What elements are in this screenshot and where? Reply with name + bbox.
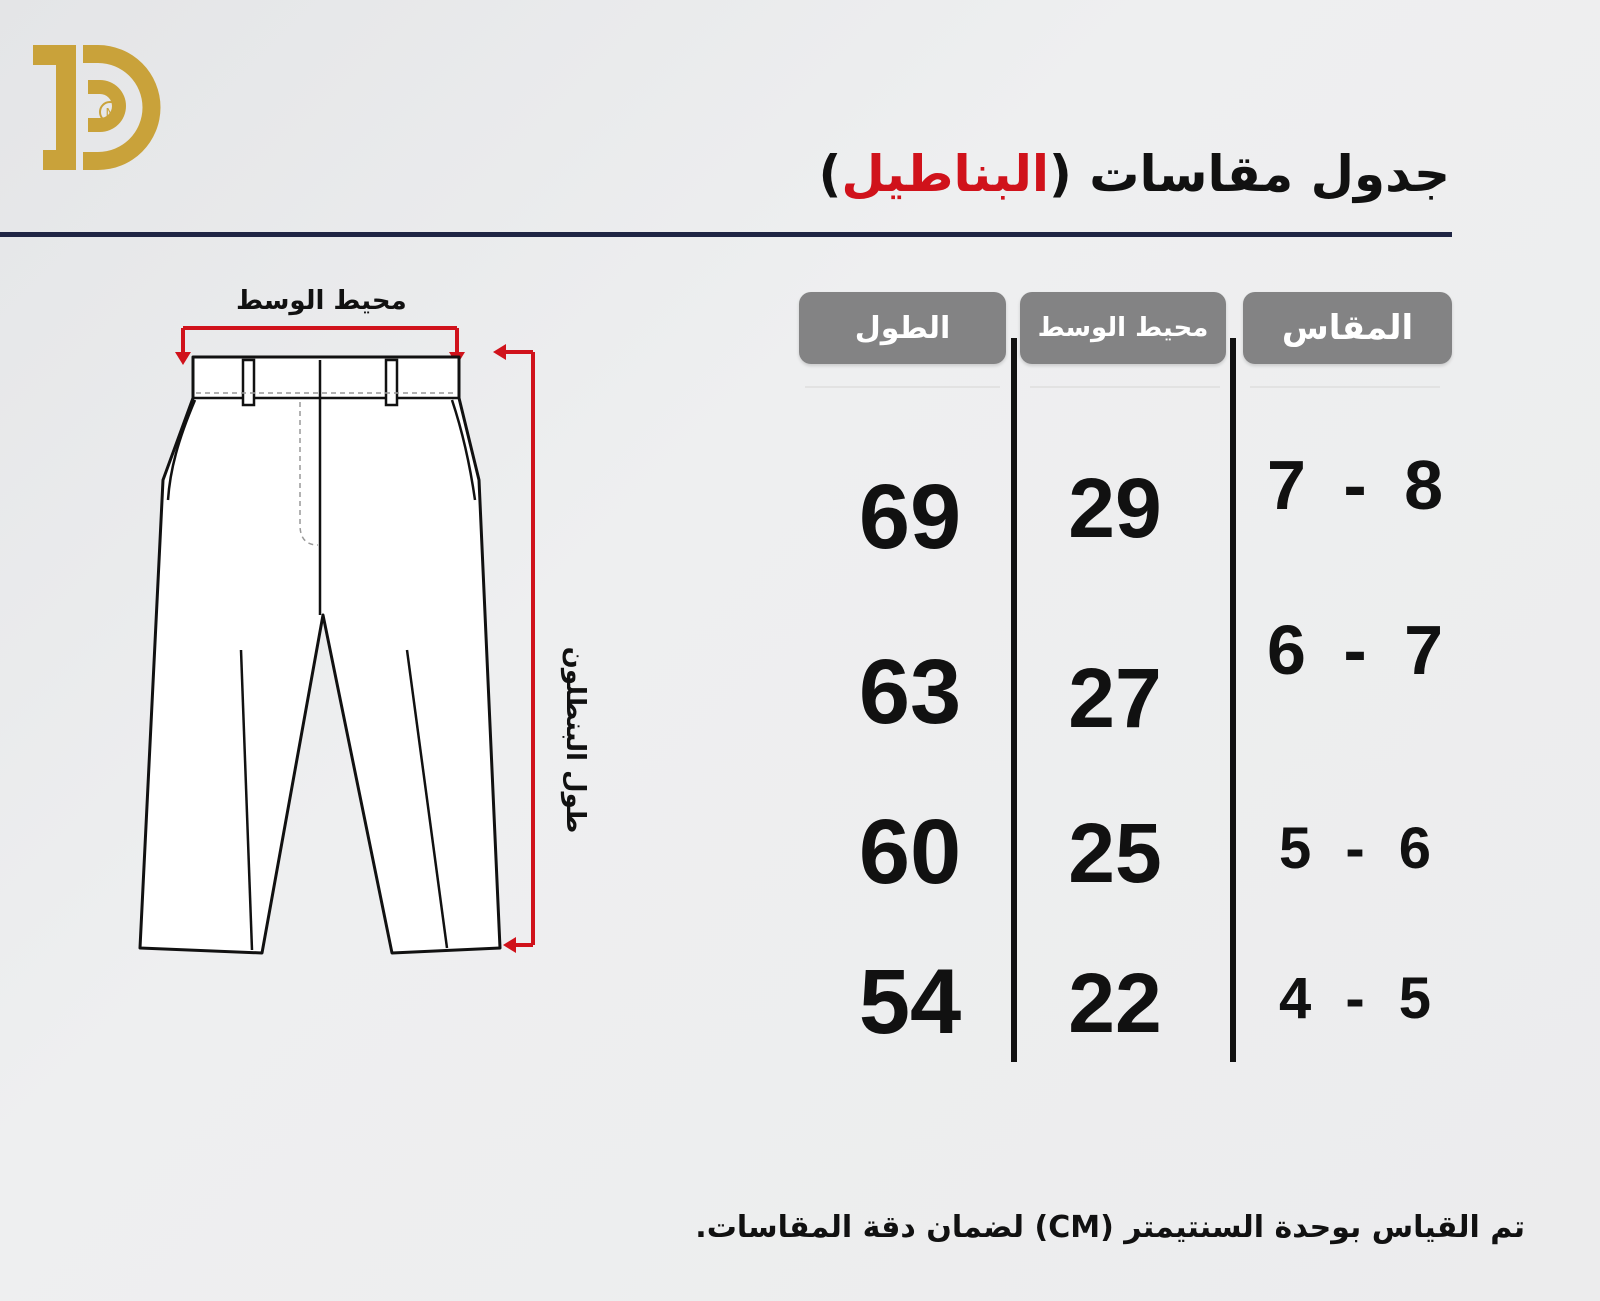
column-divider [1230,338,1236,1062]
header-size: المقاس [1243,292,1452,364]
title-main: جدول مقاسات [1089,145,1450,203]
svg-text:N: N [105,106,115,120]
length-label: طول البنطلون [560,646,590,834]
size-cell: 4 - 5 [1278,966,1432,1031]
waist-cell: 29 [1068,461,1162,555]
size-cell: 5 - 6 [1278,816,1432,881]
size-cell: 7 - 8 [1266,446,1444,524]
page-title [819,145,1451,203]
length-cell: 60 [858,801,962,903]
title-divider [0,232,1452,237]
waist-cell: 25 [1068,806,1162,900]
waist-cell: 27 [1068,651,1162,745]
header-length: الطول [799,292,1006,364]
length-cell: 54 [858,951,962,1053]
waist-cell: 22 [1068,956,1162,1050]
length-cell: 69 [858,466,962,568]
waist-label: محيط الوسط [236,286,407,316]
header-waist: محيط الوسط [1020,292,1226,364]
length-cell: 63 [858,641,962,743]
title-open-paren: ( [1049,145,1072,203]
header-underline [1030,386,1220,388]
measurement-note: تم القياس بوحدة السنتيمتر (CM) لضمان دقة المقاسات. [695,1210,1525,1245]
header-underline [1250,386,1440,388]
title-close-paren: ) [818,145,842,203]
brand-logo [28,40,168,180]
size-cell: 6 - 7 [1266,611,1444,689]
title-highlight: البناطيل [841,145,1050,203]
header-underline [805,386,1000,388]
pants-diagram [130,320,580,1010]
column-divider [1011,338,1017,1062]
